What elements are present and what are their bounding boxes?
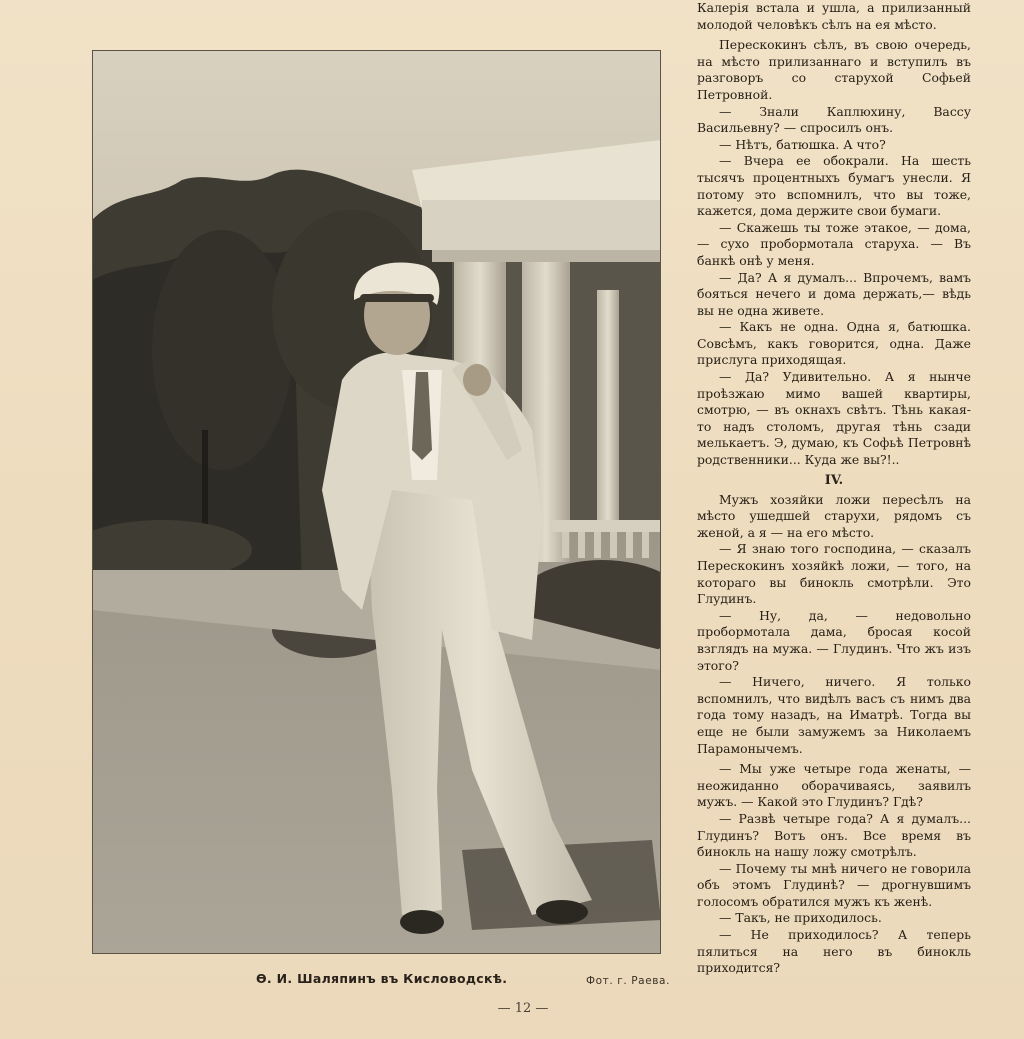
paragraph: — Какъ не одна. Одна я, батюшка. Совсѣмъ, какъ говорится, одна. Даже прислуга приходящая.	[697, 319, 971, 368]
paragraph: Калерія встала и ушла, а прилизанный молодой человѣкъ сѣлъ на ея мѣсто.	[697, 0, 971, 32]
paragraph: — Развѣ четыре года? А я думалъ... Глудинъ? Вотъ онъ. Все время въ бинокль на нашу ложу смотрѣлъ.	[697, 810, 971, 860]
portrait-photo-image	[92, 50, 661, 954]
section-heading: IV.	[824, 472, 844, 488]
photo-credit: Фот. г. Раева.	[586, 975, 671, 987]
photograph	[92, 50, 661, 954]
paragraph: — Скажешь ты тоже этакое, — дома, — сухо пробормотала старуха. — Въ банкѣ онѣ у меня.	[697, 219, 971, 268]
paragraph: — Да? Удивительно. А я нынче проѣзжаю мимо вашей квартиры, смотрю, — въ окнахъ свѣтъ. Тѣнь какая-то надъ столомъ, другая тѣнь сзади мелькаетъ. Э, думаю, къ Софьѣ Петровнѣ родственники... Куда же вы?!..	[697, 369, 971, 468]
paragraph: Мужъ хозяйки ложи пересѣлъ на мѣсто ушедшей старухи, рядомъ съ женой, а я — на его мѣсто.	[697, 491, 971, 540]
paragraph: — Ну, да, — недовольно пробормотала дама, бросая косой взглядъ на мужа. — Глудинъ. Что жъ изъ этого?	[697, 607, 971, 673]
paragraph: — Нѣтъ, батюшка. А что?	[719, 136, 886, 152]
paragraph: — Такъ, не приходилось.	[719, 910, 882, 926]
paragraph: — Вчера ее обокрали. На шесть тысячъ процентныхъ бумагъ унесли. Я потому это вспомнилъ, что вы тоже, кажется, дома держите свои бумаги.	[697, 153, 971, 219]
photo-caption: Ѳ. И. Шаляпинъ въ Кисловодскѣ.	[256, 971, 508, 986]
paragraph: — Не приходилось? А теперь пялиться на него въ бинокль приходится?	[697, 927, 971, 976]
paragraph: — Я знаю того господина, — сказалъ Перескокинъ хозяйкѣ ложи, — того, на котораго вы бинокль смотрѣли. Это Глудинъ.	[697, 541, 971, 607]
text-column	[697, 0, 971, 977]
paragraph: — Мы уже четыре года женаты, — неожиданно оборачиваясь, заявилъ мужъ. — Какой это Глудинъ? Гдѣ?	[697, 761, 971, 810]
paragraph: — Да? А я думалъ... Впрочемъ, вамъ бояться нечего и дома держать,— вѣдь вы не одна живете.	[697, 269, 971, 318]
page-number: — 12 —	[497, 1001, 549, 1016]
paragraph: — Почему ты мнѣ ничего не говорила объ этомъ Глудинѣ? — дрогнувшимъ голосомъ обратился мужъ къ женѣ.	[697, 860, 971, 909]
paragraph: — Ничего, ничего. Я только вспомнилъ, что видѣлъ васъ съ нимъ два года тому назадъ, на Иматрѣ. Тогда вы еще не были замужемъ за Николаемъ Парамонычемъ.	[697, 674, 971, 756]
paragraph: Перескокинъ сѣлъ, въ свою очередь, на мѣсто прилизаннаго и вступилъ въ разговоръ со старухой Софьей Петровной.	[697, 37, 971, 102]
paragraph: — Знали Каплюхину, Вассу Васильевну? — спросилъ онъ.	[697, 103, 971, 136]
